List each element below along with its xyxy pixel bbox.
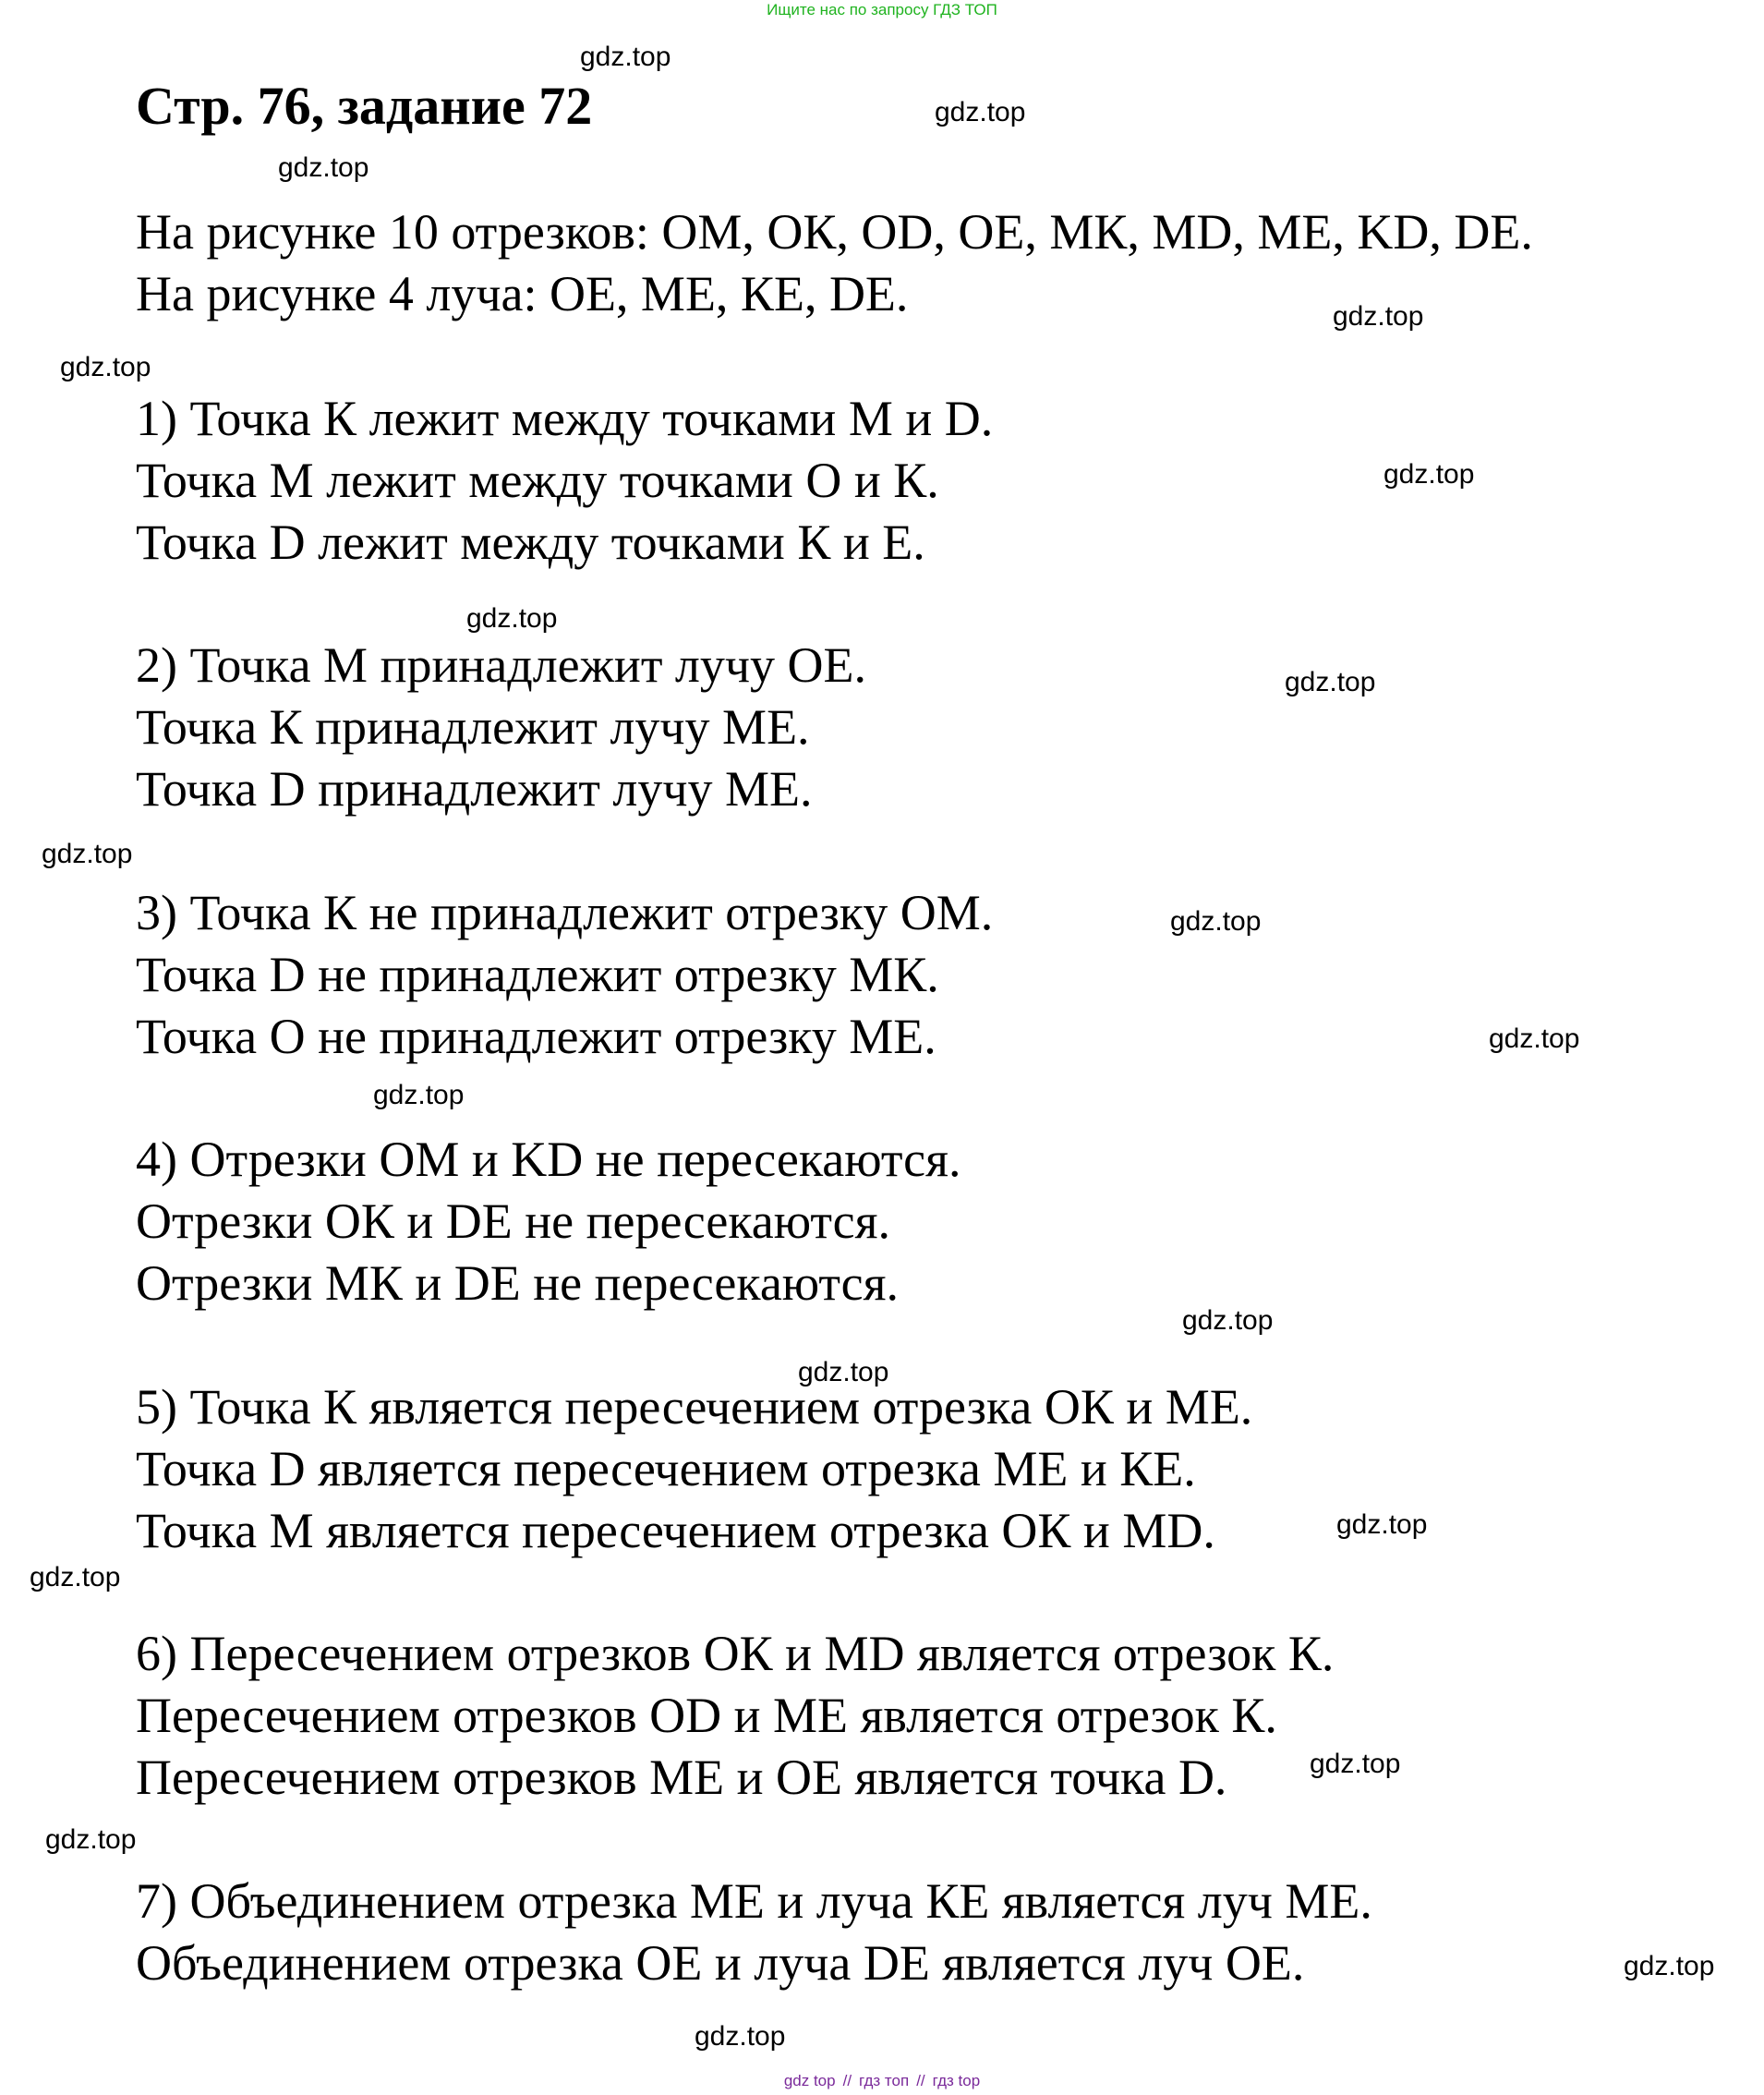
watermark: gdz.top xyxy=(278,152,369,183)
search-banner[interactable]: Ищите нас по запросу ГДЗ ТОП xyxy=(767,1,997,18)
answer-4-line-1: 4) Отрезки ОМ и KD не пересекаются. xyxy=(136,1132,961,1187)
watermark: gdz.top xyxy=(42,839,133,869)
watermark: gdz.top xyxy=(1310,1749,1401,1779)
watermark: gdz.top xyxy=(30,1562,121,1592)
answer-7-line-1: 7) Объединением отрезка МЕ и луча КЕ является луч МЕ. xyxy=(136,1873,1372,1929)
answer-1-line-1: 1) Точка К лежит между точками М и D. xyxy=(136,391,994,446)
footer-separator: // xyxy=(842,2072,852,2089)
rays-count-line: На рисунке 4 луча: ОЕ, МЕ, КЕ, DE. xyxy=(136,266,909,321)
footer-separator: // xyxy=(916,2072,925,2089)
watermark: gdz.top xyxy=(935,97,1026,127)
watermark: gdz.top xyxy=(45,1824,137,1855)
watermark: gdz.top xyxy=(1333,301,1424,332)
watermark: gdz.top xyxy=(1182,1305,1274,1336)
watermark: gdz.top xyxy=(798,1357,889,1387)
watermark: gdz.top xyxy=(1624,1951,1715,1981)
watermark: gdz.top xyxy=(695,2021,786,2052)
watermark: gdz.top xyxy=(1285,667,1376,697)
answer-1-line-3: Точка D лежит между точками К и Е. xyxy=(136,515,925,570)
answer-5-line-3: Точка М является пересечением отрезка ОК и MD. xyxy=(136,1503,1215,1558)
answer-2-line-1: 2) Точка М принадлежит лучу ОЕ. xyxy=(136,637,867,693)
watermark: gdz.top xyxy=(466,603,558,634)
watermark: gdz.top xyxy=(60,352,151,382)
watermark: gdz.top xyxy=(373,1080,465,1110)
footer-link[interactable]: гдз топ xyxy=(859,2072,910,2089)
answer-3-line-3: Точка О не принадлежит отрезку МЕ. xyxy=(136,1009,936,1064)
answer-6-line-2: Пересечением отрезков OD и МЕ является отрезок К. xyxy=(136,1688,1277,1743)
answer-1-line-2: Точка М лежит между точками О и К. xyxy=(136,453,939,508)
answer-6-line-1: 6) Пересечением отрезков ОК и MD является отрезок К. xyxy=(136,1626,1335,1681)
answer-3-line-1: 3) Точка К не принадлежит отрезку ОМ. xyxy=(136,885,994,940)
watermark: gdz.top xyxy=(1170,906,1262,937)
answer-6-line-3: Пересечением отрезков МЕ и ОЕ является точка D. xyxy=(136,1750,1227,1805)
answer-7-line-2: Объединением отрезка ОЕ и луча DE является луч ОЕ. xyxy=(136,1935,1305,1991)
answer-3-line-2: Точка D не принадлежит отрезку МК. xyxy=(136,947,939,1002)
watermark: gdz.top xyxy=(1383,459,1475,490)
segments-count-line: На рисунке 10 отрезков: ОМ, ОК, OD, ОЕ, МК, MD, МЕ, KD, DE. xyxy=(136,204,1533,260)
answer-5-line-2: Точка D является пересечением отрезка МЕ и КЕ. xyxy=(136,1441,1196,1496)
watermark: gdz.top xyxy=(1489,1023,1580,1054)
answer-4-line-3: Отрезки МК и DE не пересекаются. xyxy=(136,1255,899,1311)
answer-4-line-2: Отрезки ОК и DE не пересекаются. xyxy=(136,1193,890,1249)
page-title: Стр. 76, задание 72 xyxy=(136,76,593,136)
watermark: gdz.top xyxy=(1336,1509,1428,1540)
watermark: gdz.top xyxy=(580,42,671,72)
answer-5-line-1: 5) Точка К является пересечением отрезка ОК и МЕ. xyxy=(136,1379,1253,1435)
answer-2-line-2: Точка К принадлежит лучу МЕ. xyxy=(136,699,810,755)
footer-link[interactable]: гдз top xyxy=(932,2072,981,2089)
answer-2-line-3: Точка D принадлежит лучу МЕ. xyxy=(136,761,813,817)
footer-links xyxy=(0,2071,1764,2091)
footer-link[interactable]: gdz top xyxy=(783,2072,836,2089)
